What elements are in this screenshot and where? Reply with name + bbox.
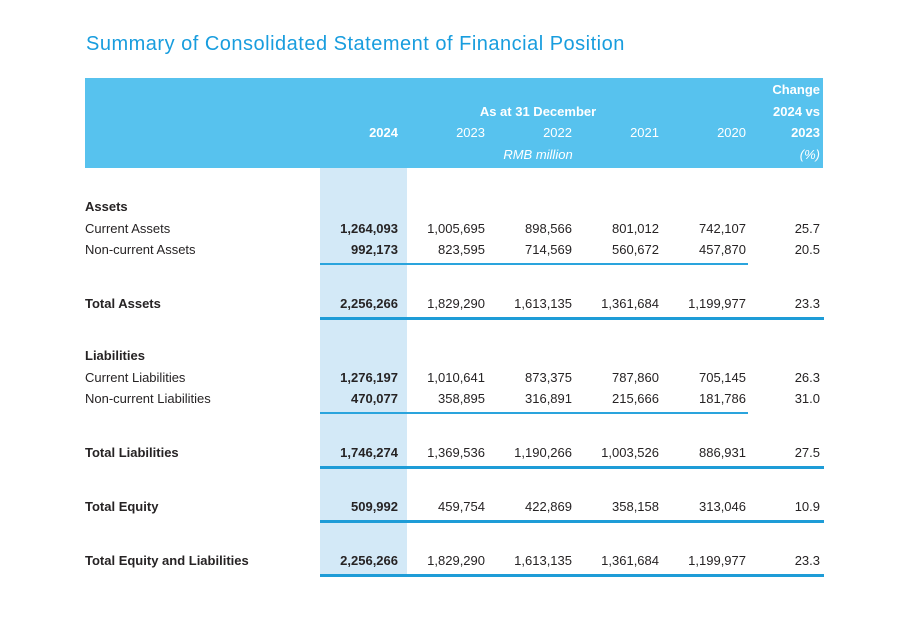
- value-2020: 313,046: [699, 499, 746, 514]
- value-2023: 1,010,641: [427, 370, 485, 385]
- total-line-equity-and-liabilities: [320, 574, 824, 577]
- value-2023: 1,829,290: [427, 553, 485, 568]
- value-change: 20.5: [794, 242, 820, 257]
- row-current-assets: [85, 220, 823, 238]
- value-2022: 316,891: [525, 391, 572, 406]
- value-2020: 742,107: [699, 221, 746, 236]
- value-2024: 992,173: [351, 242, 398, 257]
- value-change: 25.7: [794, 221, 820, 236]
- table-header: [85, 78, 823, 168]
- value-2024: 1,746,274: [340, 445, 398, 460]
- total-line-assets: [320, 317, 824, 320]
- value-2022: 1,613,135: [514, 296, 572, 311]
- header-change-unit: (%): [799, 147, 820, 162]
- total-line-equity: [320, 520, 824, 523]
- header-change-vs: 2024 vs: [773, 104, 820, 119]
- value-2024: 1,276,197: [340, 370, 398, 385]
- value-2021: 560,672: [612, 242, 659, 257]
- value-2020: 705,145: [699, 370, 746, 385]
- section-row-liabilities: [85, 347, 823, 365]
- header-unit-label: RMB million: [503, 147, 573, 162]
- value-change: 10.9: [794, 499, 820, 514]
- page-title: Summary of Consolidated Statement of Financial Position: [86, 33, 625, 55]
- value-2023: 1,829,290: [427, 296, 485, 311]
- divider-line-assets: [320, 263, 748, 265]
- value-2021: 1,003,526: [601, 445, 659, 460]
- divider-line-liabilities: [320, 412, 748, 414]
- value-2024: 1,264,093: [340, 221, 398, 236]
- header-span-label: As at 31 December: [479, 104, 597, 119]
- row-non-current-assets: [85, 241, 823, 259]
- value-2022: 898,566: [525, 221, 572, 236]
- value-2021: 1,361,684: [601, 296, 659, 311]
- value-2022: 1,190,266: [514, 445, 572, 460]
- value-2023: 358,895: [438, 391, 485, 406]
- value-change: 27.5: [794, 445, 820, 460]
- value-2020: 457,870: [699, 242, 746, 257]
- value-2021: 358,158: [612, 499, 659, 514]
- value-2024: 2,256,266: [340, 296, 398, 311]
- value-2021: 801,012: [612, 221, 659, 236]
- header-years-row: [85, 125, 823, 141]
- value-2020: 886,931: [699, 445, 746, 460]
- value-2020: 181,786: [699, 391, 746, 406]
- row-total-equity-and-liabilities: [85, 552, 823, 570]
- value-2020: 1,199,977: [688, 296, 746, 311]
- section-row-assets: [85, 198, 823, 216]
- header-spacer: [85, 125, 320, 141]
- row-label: Current Liabilities: [85, 370, 186, 385]
- value-2024: 509,992: [351, 499, 398, 514]
- value-2023: 1,369,536: [427, 445, 485, 460]
- value-2022: 422,869: [525, 499, 572, 514]
- header-year-2020: 2020: [717, 125, 746, 140]
- value-2023: 823,595: [438, 242, 485, 257]
- value-2023: 1,005,695: [427, 221, 485, 236]
- value-change: 23.3: [794, 553, 820, 568]
- value-change: 31.0: [794, 391, 820, 406]
- value-2021: 1,361,684: [601, 553, 659, 568]
- row-label: Non-current Assets: [85, 242, 196, 257]
- row-total-assets: [85, 295, 823, 313]
- row-label: Total Liabilities: [85, 445, 179, 460]
- value-2021: 787,860: [612, 370, 659, 385]
- row-label: Current Assets: [85, 221, 171, 236]
- value-2020: 1,199,977: [688, 553, 746, 568]
- header-year-2022: 2022: [543, 125, 572, 140]
- value-2021: 215,666: [612, 391, 659, 406]
- header-year-2021: 2021: [630, 125, 659, 140]
- header-change-year: 2023: [791, 125, 820, 140]
- row-non-current-liabilities: [85, 390, 823, 408]
- row-label: Total Equity: [85, 499, 159, 514]
- header-year-2024: 2024: [369, 125, 398, 140]
- row-label: Total Equity and Liabilities: [85, 553, 249, 568]
- section-label: Liabilities: [85, 348, 145, 363]
- value-2024: 470,077: [351, 391, 398, 406]
- header-change-label: Change: [772, 82, 820, 97]
- value-2022: 873,375: [525, 370, 572, 385]
- row-label: Non-current Liabilities: [85, 391, 211, 406]
- value-change: 26.3: [794, 370, 820, 385]
- value-2023: 459,754: [438, 499, 485, 514]
- total-line-liabilities: [320, 466, 824, 469]
- row-total-equity: [85, 498, 823, 516]
- section-label: Assets: [85, 199, 128, 214]
- value-2022: 1,613,135: [514, 553, 572, 568]
- row-current-liabilities: [85, 369, 823, 387]
- header-year-2023: 2023: [456, 125, 485, 140]
- value-2022: 714,569: [525, 242, 572, 257]
- row-label: Total Assets: [85, 296, 161, 311]
- row-total-liabilities: [85, 444, 823, 462]
- value-2024: 2,256,266: [340, 553, 398, 568]
- value-change: 23.3: [794, 296, 820, 311]
